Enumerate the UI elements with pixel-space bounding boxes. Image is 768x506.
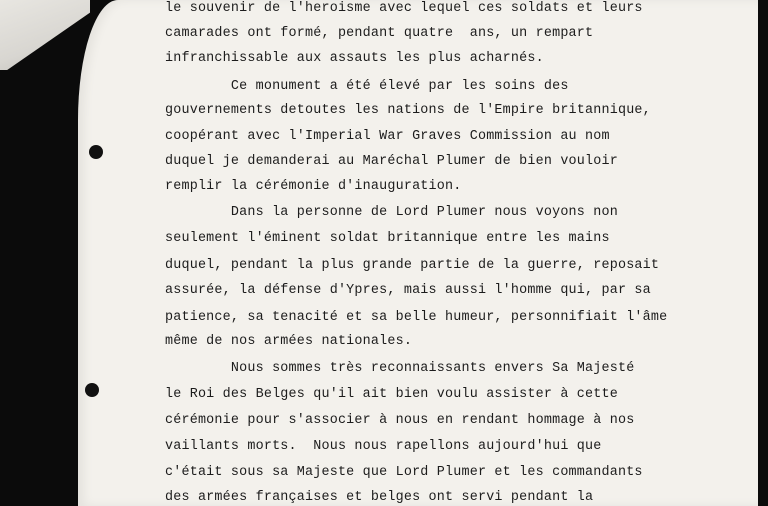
text-line: vaillants morts. Nous nous rapellons aujourd'hui que [165, 439, 602, 454]
text-line: assurée, la défense d'Ypres, mais aussi l'homme qui, par sa [165, 283, 651, 298]
text-line: le souvenir de l'heroisme avec lequel ces soldats et leurs [165, 1, 643, 16]
text-line: Nous sommes très reconnaissants envers Sa Majesté [165, 361, 635, 376]
punch-hole-icon [85, 383, 99, 397]
text-line: patience, sa tenacité et sa belle humeur, personnifiait l'âme [165, 310, 668, 325]
punch-hole-icon [89, 145, 103, 159]
text-line: le Roi des Belges qu'il ait bien voulu assister à cette [165, 387, 618, 402]
text-line: duquel je demanderai au Maréchal Plumer de bien vouloir [165, 154, 618, 169]
text-line: remplir la cérémonie d'inauguration. [165, 179, 462, 194]
text-line: des armées françaises et belges ont servi pendant la [165, 490, 594, 505]
paper-sheet [78, 0, 758, 506]
folded-corner [0, 0, 90, 70]
text-line: duquel, pendant la plus grande partie de la guerre, reposait [165, 258, 660, 273]
text-line: Dans la personne de Lord Plumer nous voyons non [165, 205, 618, 220]
text-line: cérémonie pour s'associer à nous en rendant hommage à nos [165, 413, 635, 428]
text-line: seulement l'éminent soldat britannique entre les mains [165, 231, 610, 246]
text-line: coopérant avec l'Imperial War Graves Commission au nom [165, 129, 610, 144]
text-line: camarades ont formé, pendant quatre ans, un rempart [165, 26, 594, 41]
text-line: même de nos armées nationales. [165, 334, 413, 349]
text-line: Ce monument a été élevé par les soins des [165, 79, 569, 94]
text-line: gouvernements detoutes les nations de l'Empire britannique, [165, 103, 651, 118]
text-line: infranchissable aux assauts les plus acharnés. [165, 51, 544, 66]
text-line: c'était sous sa Majeste que Lord Plumer et les commandants [165, 465, 643, 480]
